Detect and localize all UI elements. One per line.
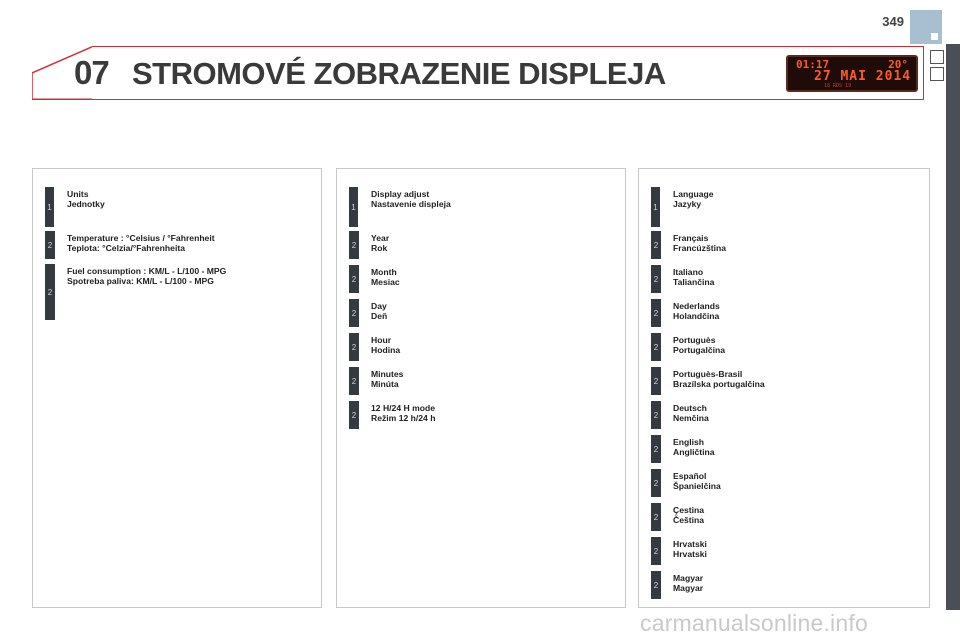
level-badge: 1 [349, 187, 358, 227]
item-label-en: Portuguès-Brasil [673, 369, 743, 379]
item-label [371, 369, 403, 389]
level-badge: 2 [651, 367, 661, 395]
item-label [371, 301, 387, 321]
item-label-en: Hrvatski [673, 539, 707, 549]
item-label [673, 505, 704, 525]
item-label [371, 233, 389, 253]
item-label-en: Nederlands [673, 301, 720, 311]
display-date: 27 MAI 2014 [814, 69, 912, 84]
item-label-sk: Španielčina [673, 481, 721, 491]
tree-item [349, 367, 609, 395]
level-badge: 2 [651, 469, 661, 497]
level-badge: 2 [349, 401, 359, 429]
item-label [673, 369, 765, 389]
level-badge: 2 [651, 265, 661, 293]
item-label-en: Month [371, 267, 397, 277]
panel-units [32, 168, 322, 608]
level-badge: 2 [651, 571, 661, 599]
tree-item [349, 401, 609, 429]
item-label-sk: Hrvatski [673, 549, 707, 559]
display-temp: 20° [888, 58, 908, 71]
level-badge: 2 [651, 231, 661, 259]
level-badge: 2 [651, 401, 661, 429]
item-label-sk: Hodina [371, 345, 401, 355]
item-label-en: Italiano [673, 267, 704, 277]
item-label-en: Year [371, 233, 390, 243]
item-label-en: Temperature : °Celsius / °Fahrenheit [67, 233, 215, 243]
chapter-number: 07 [74, 54, 109, 91]
level-badge: 2 [45, 264, 55, 320]
tree-item [651, 367, 911, 395]
item-label [371, 335, 400, 355]
tree-item [651, 333, 911, 361]
level-badge: 2 [651, 299, 661, 327]
watermark: carmanualsonline.info [640, 610, 868, 636]
item-label-en: Çestina [673, 505, 705, 515]
item-label-sk: Nemčina [673, 413, 709, 423]
item-label-sk: Mesiac [371, 277, 400, 287]
item-label [371, 403, 435, 423]
item-label [673, 267, 714, 287]
item-label [673, 437, 715, 457]
item-label-sk: Jazyky [673, 199, 702, 209]
tree-item [349, 231, 609, 259]
item-label-sk: Taliančina [673, 277, 715, 287]
tree-item [651, 231, 911, 259]
item-label [673, 233, 726, 253]
item-label [371, 267, 400, 287]
item-label-en: English [673, 437, 705, 447]
item-label-sk: Jednotky [67, 199, 105, 209]
item-label [673, 301, 720, 321]
level-badge: 2 [349, 231, 359, 259]
tree-item [651, 265, 911, 293]
corner-tab [910, 10, 942, 44]
tree-item [651, 435, 911, 463]
item-label-sk: Rok [371, 243, 388, 253]
level-badge: 2 [651, 537, 661, 565]
side-box-1 [930, 50, 944, 64]
level-badge: 2 [349, 299, 359, 327]
item-label-sk: Francúzština [673, 243, 727, 253]
item-label-sk: Nastavenie displeja [371, 199, 451, 209]
panel-language [638, 168, 930, 608]
tree-item [349, 333, 609, 361]
display-small: 18 RDS 19 [824, 83, 852, 89]
tree-item [349, 265, 609, 293]
side-bar [946, 44, 960, 610]
item-label-en: Español [673, 471, 707, 481]
side-box-2 [930, 67, 944, 81]
tree-item [651, 187, 911, 227]
item-label-en: Minutes [371, 369, 404, 379]
item-label-en: Units [67, 189, 89, 199]
item-label [67, 266, 226, 286]
tree-item [45, 187, 305, 227]
tree-item [349, 299, 609, 327]
item-label-sk: Holandčina [673, 311, 720, 321]
item-label-en: Deutsch [673, 403, 707, 413]
tree-item [349, 187, 609, 227]
item-label [67, 233, 215, 253]
item-label-en: Language [673, 189, 714, 199]
item-label [673, 573, 703, 593]
item-label-sk: Portugalčina [673, 345, 726, 355]
tree-item [651, 503, 911, 531]
item-label-sk: Teplota: °Celzia/°Fahrenheita [67, 243, 185, 253]
item-label-sk: Minúta [371, 379, 399, 389]
level-badge: 2 [349, 367, 359, 395]
item-label-en: Hour [371, 335, 392, 345]
level-badge: 1 [45, 187, 54, 227]
item-label-sk: Angličtina [673, 447, 715, 457]
item-label-sk: Režim 12 h/24 h [371, 413, 436, 423]
item-label [673, 539, 707, 559]
level-badge: 2 [349, 333, 359, 361]
item-label-sk: Čeština [673, 515, 705, 525]
item-label-sk: Deň [371, 311, 388, 321]
tree-item [45, 264, 305, 320]
level-badge: 2 [651, 503, 661, 531]
item-label [673, 471, 721, 491]
tree-item [651, 401, 911, 429]
level-badge: 2 [349, 265, 359, 293]
item-label-en: Portuguès [673, 335, 716, 345]
display-time: 01:17 [796, 58, 830, 71]
item-label-en: Magyar [673, 573, 704, 583]
item-label-en: Fuel consumption : KM/L - L/100 - MPG [67, 266, 227, 276]
panel-display [336, 168, 626, 608]
item-label [673, 335, 725, 355]
tree-item [45, 231, 305, 259]
item-label-sk: Brazílska portugalčina [673, 379, 765, 389]
item-label-en: Day [371, 301, 387, 311]
item-label-en: Display adjust [371, 189, 430, 199]
item-label-sk: Magyar [673, 583, 704, 593]
tree-item [651, 571, 911, 599]
item-label-en: 12 H/24 H mode [371, 403, 435, 413]
level-badge: 2 [651, 435, 661, 463]
radio-display-image [786, 55, 918, 92]
page-number: 349 [882, 14, 904, 29]
level-badge: 2 [651, 333, 661, 361]
item-label-sk: Spotreba paliva: KM/L - L/100 - MPG [67, 276, 214, 286]
tree-item [651, 469, 911, 497]
tree-item [651, 537, 911, 565]
item-label-en: Français [673, 233, 709, 243]
item-label [673, 189, 714, 209]
chapter-title: STROMOVÉ ZOBRAZENIE DISPLEJA [132, 56, 666, 91]
item-label [673, 403, 709, 423]
level-badge: 2 [45, 231, 55, 259]
item-label [67, 189, 105, 209]
item-label [371, 189, 451, 209]
level-badge: 1 [651, 187, 660, 227]
tree-item [651, 299, 911, 327]
